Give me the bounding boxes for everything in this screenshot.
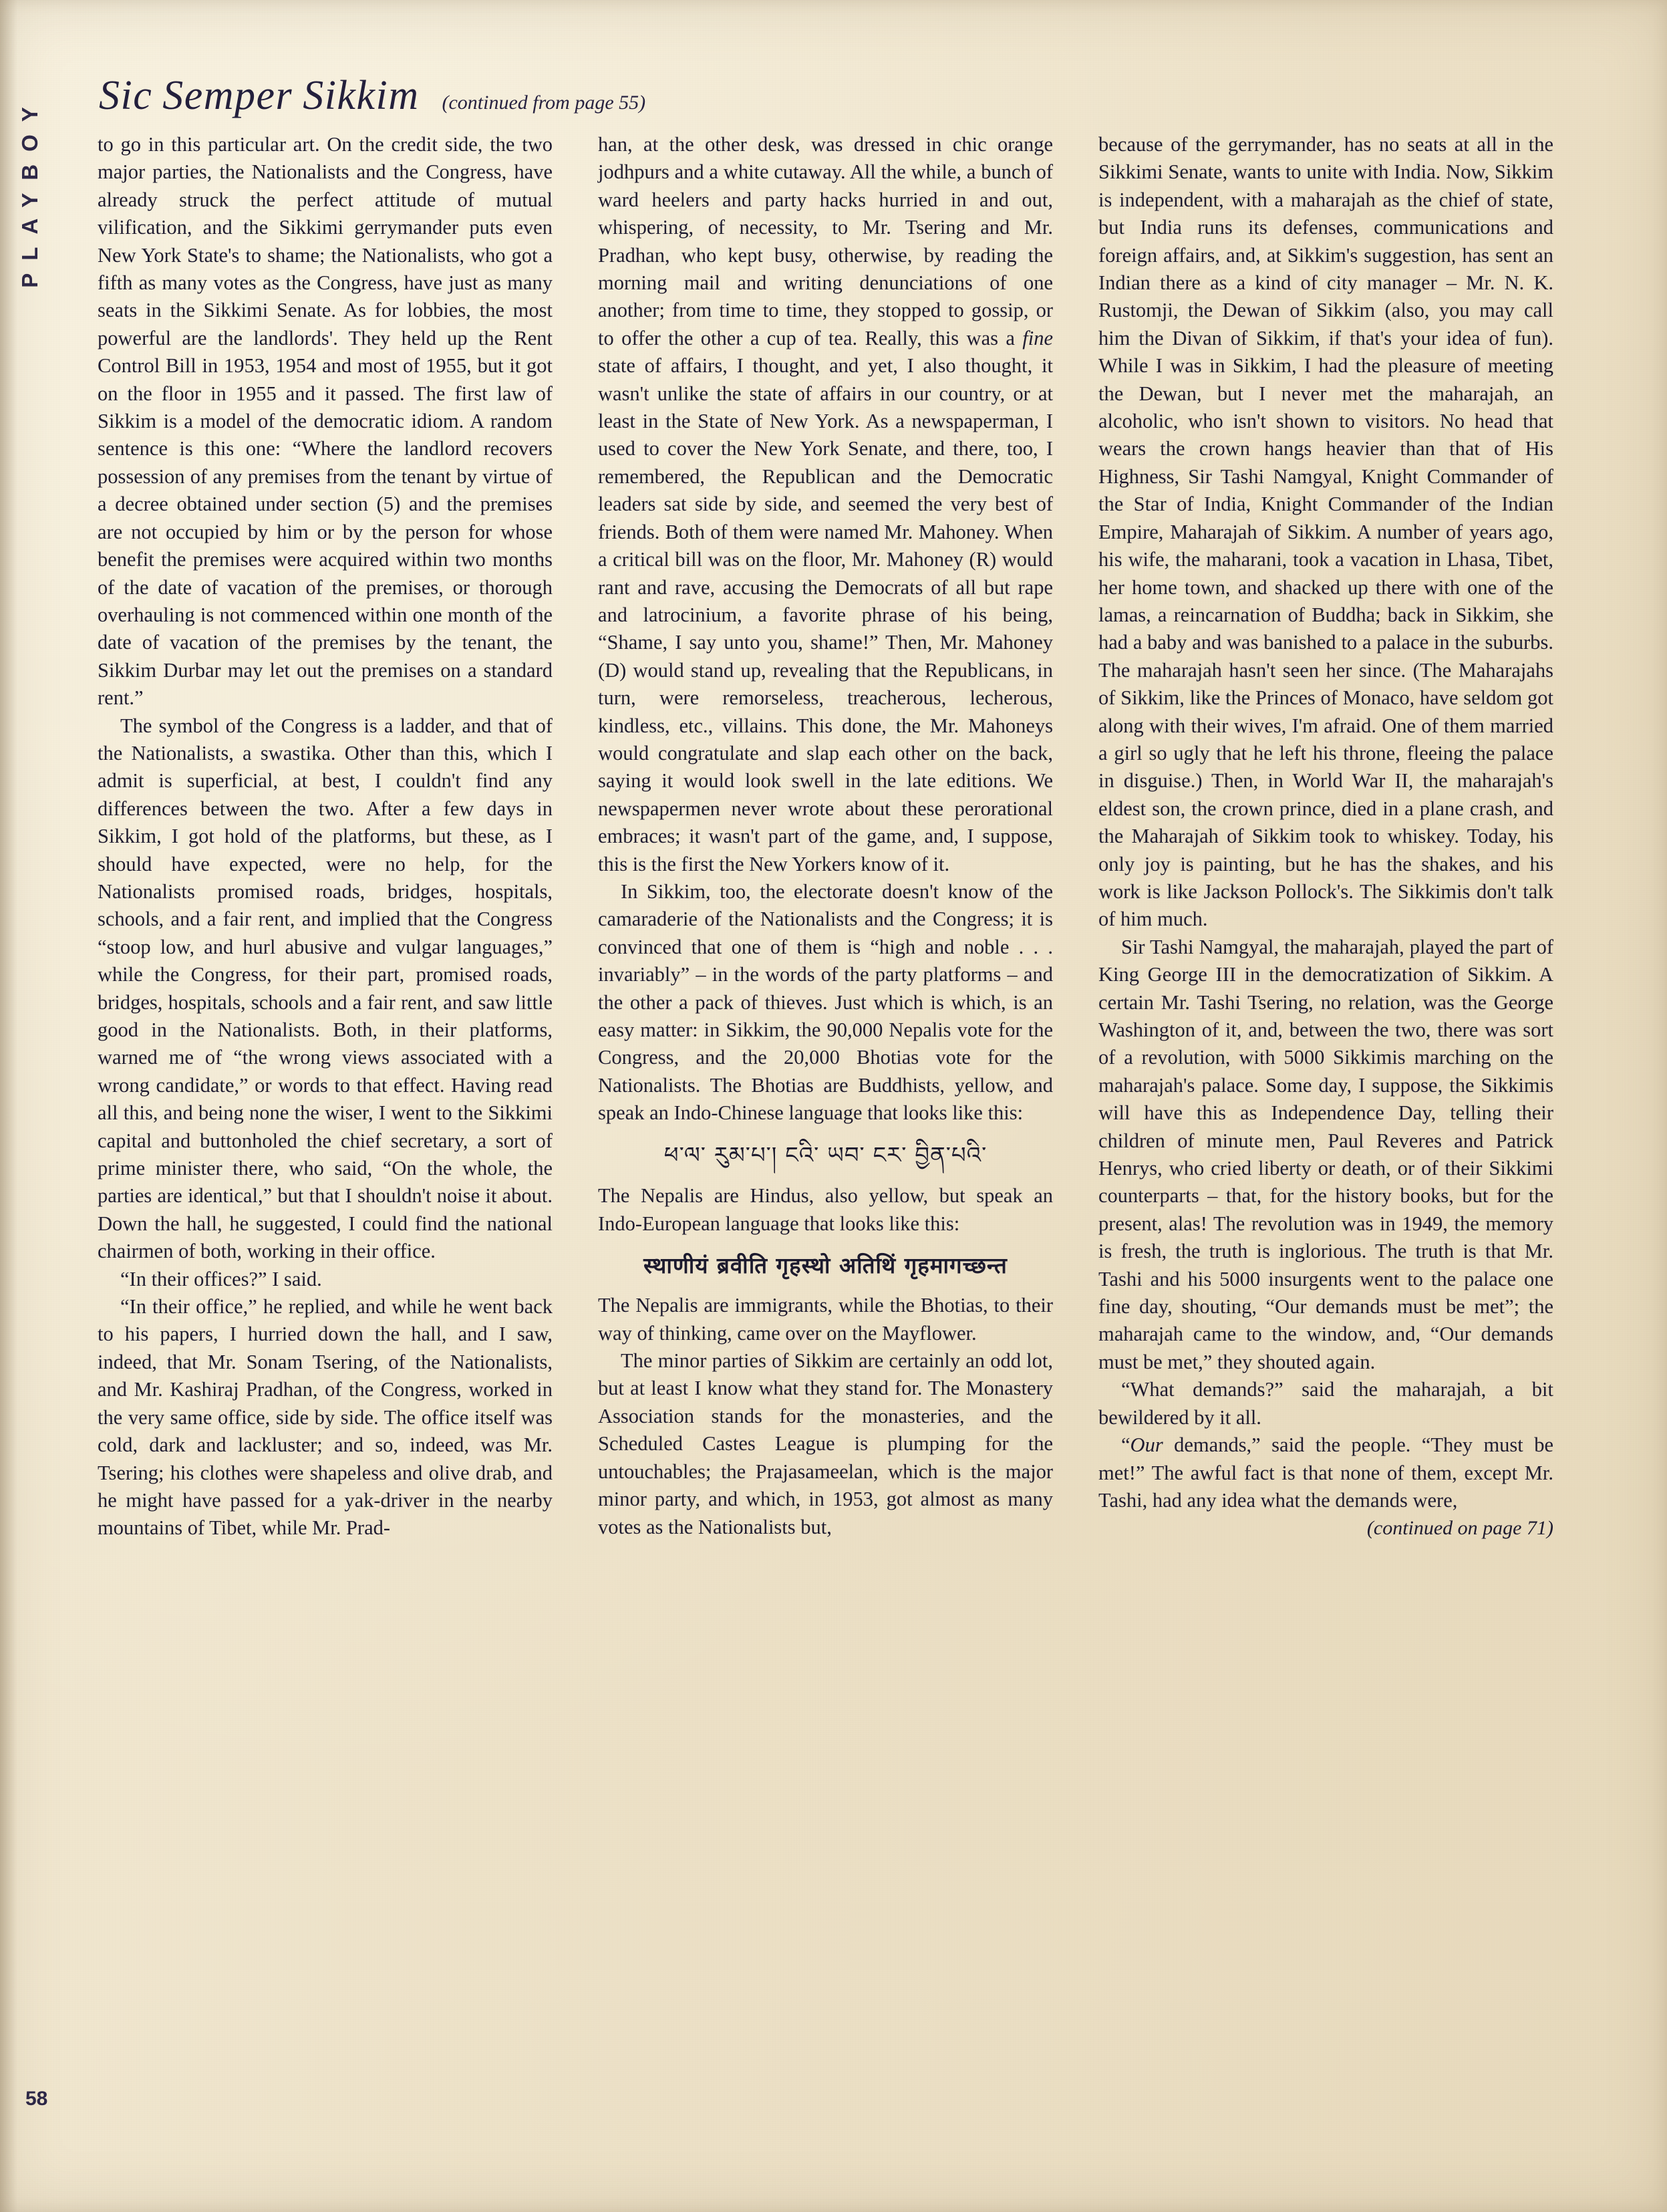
col3-p4-emphasis: Our <box>1130 1433 1163 1457</box>
article-header <box>99 72 834 120</box>
col3-p4-text: demands,” said the people. “They must be met!” The awful fact is that none of them, except Mr. Tashi, had any idea what the demands were, <box>1098 1433 1553 1512</box>
article-title-word-3: Sikkim <box>303 73 420 118</box>
continued-from-note: (continued from page 55) <box>442 92 646 114</box>
col2-p1-text-a: han, at the other desk, was dressed in chic orange jodhpurs and a white cutaway. All the while, a bunch of ward heelers and party hacks hurried in and out, whispering, of necessity, to Mr. Tsering and Mr. Pradhan, who kept busy, otherwise, by reading the morning mail and writing denunciations of one another; from time to time, they stopped to gossip, or to offer the other a cup of tea. Really, this was a <box>598 133 1053 350</box>
col2-p1-emphasis: fine <box>1022 326 1053 350</box>
col1-paragraph-3: “In their offices?” I said. <box>120 1267 322 1290</box>
article-body-columns <box>98 131 1554 2122</box>
col2-p1-text-b: state of affairs, I thought, and yet, I also thought, it wasn't unlike the state of affairs in our country, or at least in the State of New York. As a newspaperman, I used to cover the New York Senate, and there, too, I remembered, the Republican and the Democratic leaders sat side by side, and seemed the very best of friends. Both of them were named Mr. Mahoney. When a critical bill was on the floor, Mr. Mahoney (R) would rant and rave, accusing the Democrats of all but rape and latrocinium, a favorite phrase of his being, “Shame, I say unto you, shame!” Then, Mr. Mahoney (D) would stand up, revealing that the Republicans, in turn, were remorseless, treacherous, lecherous, kindless, etc., villains. This done, the Mr. Mahoneys would congratulate and slap each other on the back, saying it would look swell in the late editions. We newspapermen never wrote about these perorational embraces; it wasn't part of the game, and, I suppose, this is the first the New Yorkers know of it. <box>598 354 1053 875</box>
col3-paragraph-2: Sir Tashi Namgyal, the maharajah, played the part of King George III in the democratization of Sikkim. A certain Mr. Tashi Tsering, no relation, was the George Washington of it, and, between the two, there was sort of a revolution, with 5000 Sikkimis marching on the maharajah's palace. Some day, I suppose, the Sikkimis will have this as Independence Day, telling their children of minute men, Paul Reveres and Patrick Henrys, who cried liberty or death, or of their Sikkimi counterparts – that, for the history books, but for the present, alas! The revolution was in 1949, the memory is fresh, the truth is inglorious. The truth is that Mr. Tashi and his 5000 insurgents went to the palace one fine day, shouting, “Our demands must be met”; the maharajah came to the window, and, “Our demands must be met,” they shouted again. <box>1098 935 1553 1373</box>
playboy-vertical-brand <box>9 71 51 311</box>
page-number: 58 <box>25 2088 48 2110</box>
col2-paragraph-3: The Nepalis are Hindus, also yellow, but speak an Indo-European language that looks like this: <box>598 1184 1053 1235</box>
article-title-word-2: Semper <box>162 73 293 118</box>
devanagari-script-sample: स्थाणीयं ब्रवीति गृहस्थो अतिथिं गृहमागच्छन्त <box>643 1252 1008 1279</box>
tibetan-script-sample: ཕ་ལ་ རུམ་པ་། ངའི་ ཡབ་ ངར་ བྱིན་པའི་ <box>663 1141 988 1169</box>
col3-paragraph-4 <box>1098 1431 1553 1514</box>
continued-on-note: (continued on page 71) <box>1366 1517 1553 1540</box>
col3-p4-open-quote: “ <box>1121 1433 1130 1457</box>
article-title <box>99 72 419 120</box>
col1-paragraph-2: The symbol of the Congress is a ladder, and that of the Nationalists, a swastika. Other than this, which I admit is superficial, at best, I couldn't find any differences between the two. After a few days in Sikkim, I got hold of the platforms, but these, as I should have expected, were no help, for the Nationalists promised roads, bridges, hospitals, schools, and a fair rent, and implied that the Congress “stoop low, and hurl abusive and vulgar languages,” while the Congress, for their part, promised roads, bridges, hospitals, schools and a fair rent, and saw little good in the Nationalists. Both, in their platforms, warned me of “the wrong views associated with a wrong candidate,” or words to that effect. Having read all this, and being none the wiser, I went to the Sikkimi capital and buttonholed the chief secretary, a sort of prime minister there, who said, “On the whole, the parties are identical,” but that I shouldn't noise it about. Down the hall, he suggested, I could find the national chairmen of both, working in their office. <box>98 714 553 1263</box>
article-title-word-1: Sic <box>99 73 153 118</box>
col2-paragraph-5: The minor parties of Sikkim are certainly an odd lot, but at least I know what they stand for. The Monastery Association stands for the monasteries, and the Scheduled Castes League is plumping for the untouchables; the Prajasameelan, which is the major minor party, and which, in 1953, got almost as many votes as the Nationalists but, <box>598 1349 1053 1538</box>
col2-paragraph-2: In Sikkim, too, the electorate doesn't know of the camaraderie of the Nationalists and the Congress; it is convinced that one of them is “high and noble . . . invariably” – in the words of the party platforms – and the other a pack of thieves. Just which is which, is an easy matter: in Sikkim, the 90,000 Nepalis vote for the Congress, and the 20,000 Bhotias vote for the Nationalists. The Bhotias are Buddhists, yellow, and speak an Indo-Chinese language that looks like this: <box>598 879 1053 1125</box>
page-spine-shadow <box>0 0 17 2212</box>
column-1 <box>98 131 553 2122</box>
col2-paragraph-4: The Nepalis are immigrants, while the Bhotias, to their way of thinking, came over on the Mayflower. <box>598 1294 1053 1345</box>
col1-paragraph-1: to go in this particular art. On the credit side, the two major parties, the Nationalists and the Congress, have already struck the perfect attitude of mutual vilification, and the Sikkimi gerrymander puts even New York State's to shame; the Nationalists, who got a fifth as many votes as the Congress, have just as many seats in the Sikkimi Senate. As for lobbies, the most powerful are the landlords'. They held up the Rent Control Bill in 1953, 1954 and most of 1955, but it got on the floor in 1955 and it passed. The first law of Sikkim is a model of the democratic idiom. A random sentence is this one: “Where the landlord recovers possession of any premises from the tenant by virtue of a decree obtained under section (5) and the premises are not occupied by him or by the person for whose benefit the premises were acquired within two months of the date of vacation of the premises, or thorough overhauling is not commenced within one month of the date of vacation of the premises by the tenant, the Sikkim Durbar may let out the premises on a standard rent.” <box>98 133 553 710</box>
brand-text: PLAYBOY <box>17 94 42 288</box>
col2-paragraph-1 <box>598 131 1053 878</box>
col1-paragraph-4: “In their office,” he replied, and while he went back to his papers, I hurried down the hall, and I saw, indeed, that Mr. Sonam Tsering, of the Nationalists, and Mr. Kashiraj Pradhan, of the Congress, worked in the very same office, side by side. The office itself was cold, dark and lackluster; and so, indeed, was Mr. Tsering; his clothes were shapeless and olive drab, and he might have passed for a yak-driver in the nearby mountains of Tibet, while Mr. Prad- <box>98 1295 553 1540</box>
column-3 <box>1098 131 1553 2122</box>
column-2 <box>598 131 1053 2122</box>
col3-paragraph-3: “What demands?” said the maharajah, a bit bewildered by it all. <box>1098 1378 1553 1429</box>
col3-paragraph-1: because of the gerrymander, has no seats at all in the Sikkimi Senate, wants to unite with India. Now, Sikkim is independent, with a maharajah as the chief of state, but India runs its defenses, communications and foreign affairs, and, at Sikkim's suggestion, has sent an Indian there as a kind of city manager – Mr. N. K. Rustomji, the Dewan of Sikkim (also, you may call him the Divan of Sikkim, if that's your idea of fun). While I was in Sikkim, I had the pleasure of meeting the Dewan, but I never met the maharajah, an alcoholic, who isn't shown to visitors. No head that wears the crown hangs heavier than that of His Highness, Sir Tashi Namgyal, Knight Commander of the Star of India, Knight Commander of the Indian Empire, Maharajah of Sikkim. A number of years ago, his wife, the maharani, took a vacation in Lhasa, Tibet, her home town, and shacked up there with one of the lamas, a reincarnation of Buddha; back in Sikkim, she had a baby and was banished to a palace in the suburbs. The maharajah hasn't seen her since. (The Maharajahs of Sikkim, like the Princes of Monaco, have seldom got along with their wives, I'm afraid. One of them married a girl so ugly that he left his throne, fleeing the palace in disguise.) Then, in World War II, the maharajah's eldest son, the crown prince, died in a plane crash, and the Maharajah of Sikkim took to whiskey. Today, his only joy is painting, but he has the shakes, and his work is like Jackson Pollock's. The Sikkimis don't talk of him much. <box>1098 133 1553 931</box>
